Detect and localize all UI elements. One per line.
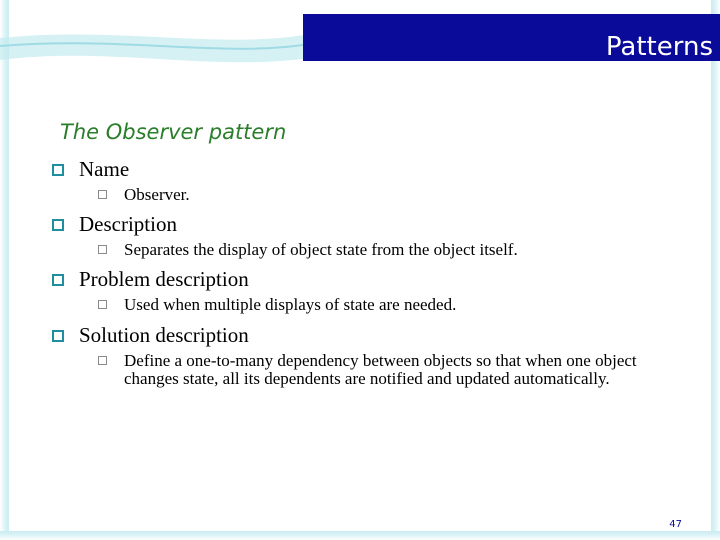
section-detail-text: Used when multiple displays of state are needed. <box>124 295 457 314</box>
square-bullet-icon <box>98 356 107 365</box>
square-bullet-icon <box>52 219 64 231</box>
slide-subtitle: The Observer pattern <box>60 120 287 144</box>
square-bullet-icon <box>98 300 107 309</box>
title-bar <box>303 14 720 61</box>
section-heading-text: Problem description <box>79 267 249 291</box>
square-bullet-icon <box>98 190 107 199</box>
slide-title: Patterns <box>605 32 713 62</box>
section-detail-text: Separates the display of object state from the object itself. <box>124 240 518 259</box>
square-bullet-icon <box>52 274 64 286</box>
section-heading-text: Solution description <box>79 323 249 347</box>
section-heading-text: Description <box>79 212 177 236</box>
section-detail <box>98 241 673 259</box>
section-detail <box>98 186 673 204</box>
right-decoration <box>711 0 720 540</box>
section-heading <box>52 157 129 182</box>
square-bullet-icon <box>52 164 64 176</box>
left-decoration <box>0 0 9 540</box>
section-detail <box>98 296 673 314</box>
section-detail-text: Observer. <box>124 185 190 204</box>
section-heading <box>52 323 249 348</box>
section-heading <box>52 212 177 237</box>
square-bullet-icon <box>52 330 64 342</box>
section-heading <box>52 267 249 292</box>
square-bullet-icon <box>98 245 107 254</box>
page-number: 47 <box>669 519 682 530</box>
section-detail <box>98 352 673 388</box>
bottom-decoration <box>0 531 720 540</box>
section-detail-text: Define a one-to-many dependency between objects so that when one object changes state, all its dependents are notified and updated automatically. <box>124 351 637 388</box>
section-heading-text: Name <box>79 157 130 181</box>
